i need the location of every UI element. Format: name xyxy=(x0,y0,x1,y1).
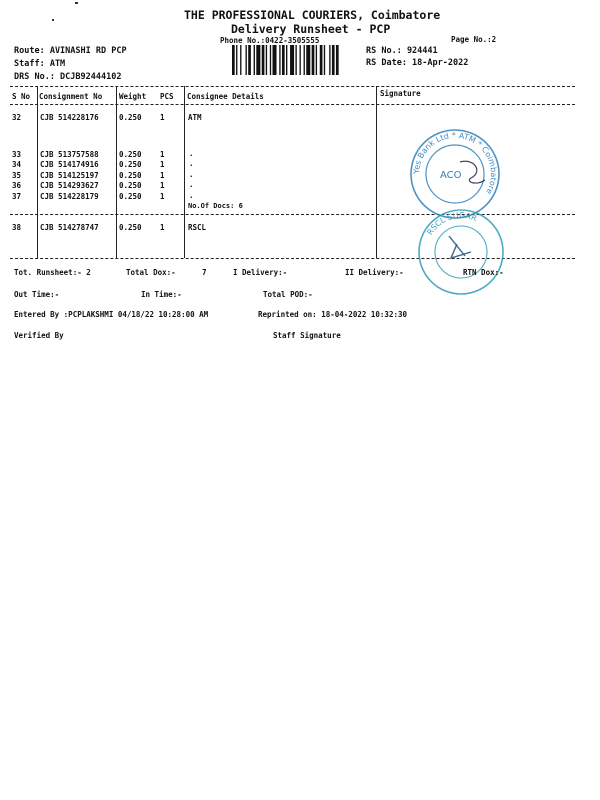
total-dox-value: 7 xyxy=(202,268,207,277)
row-34-pcs: 1 xyxy=(160,160,165,169)
barcode-bar xyxy=(304,45,305,75)
row-38-consignment: CJB 514278747 xyxy=(40,223,99,232)
barcode-bar xyxy=(279,45,280,75)
row-36-consignment: CJB 514293627 xyxy=(40,181,99,190)
col-line-3 xyxy=(184,86,185,258)
barcode-bar xyxy=(286,45,287,75)
row-37-pcs: 1 xyxy=(160,192,165,201)
row-35-weight: 0.250 xyxy=(119,171,142,180)
barcode xyxy=(232,45,372,75)
row-37-weight: 0.250 xyxy=(119,192,142,201)
barcode-bar xyxy=(300,45,301,75)
barcode-bar xyxy=(306,45,310,75)
row-35-consignment: CJB 514125197 xyxy=(40,171,99,180)
staff: Staff: ATM xyxy=(14,59,66,69)
row-32-consignment: CJB 514228176 xyxy=(40,113,99,122)
col-line-4 xyxy=(376,86,377,258)
col-header-weight: Weight xyxy=(119,92,147,101)
row-38-sno: 38 xyxy=(12,223,22,232)
rtn-dox: RTN Dox:- xyxy=(463,268,504,277)
row-36-pcs: 1 xyxy=(160,181,165,190)
total-pod: Total POD:- xyxy=(263,290,313,299)
row-32-sno: 32 xyxy=(12,113,22,122)
i-delivery: I Delivery:- xyxy=(233,268,288,277)
row-33-pcs: 1 xyxy=(160,150,165,159)
barcode-bar xyxy=(332,45,335,75)
in-time: In Time:- xyxy=(141,290,182,299)
barcode-bar xyxy=(254,45,255,75)
svg-text:RSCL SUGAR xyxy=(425,211,478,237)
scan-speck xyxy=(52,19,54,21)
row-38-weight: 0.250 xyxy=(119,223,142,232)
rs-number: RS No.: 924441 xyxy=(366,46,438,56)
barcode-bar xyxy=(312,45,315,75)
barcode-bar xyxy=(324,45,325,75)
stamp1-ring-text: Yes Bank Ltd * ATM * Coimbatore xyxy=(411,130,499,196)
row-33-consignment: CJB 513757588 xyxy=(40,150,99,159)
row-32-pcs: 1 xyxy=(160,113,165,122)
col-header-consignment: Consignment No xyxy=(39,92,103,101)
row-37-consignee: . xyxy=(189,191,194,200)
barcode-bar xyxy=(266,45,267,75)
barcode-bar xyxy=(329,45,330,75)
row-38-pcs: 1 xyxy=(160,223,165,232)
barcode-bar xyxy=(246,45,247,75)
barcode-bar xyxy=(240,45,241,75)
no-of-docs: No.Of Docs: 6 xyxy=(188,202,243,210)
phone-number: Phone No.:0422-3505555 xyxy=(220,36,320,45)
out-time: Out Time:- xyxy=(14,290,60,299)
row-33-weight: 0.250 xyxy=(119,150,142,159)
barcode-bar xyxy=(270,45,271,75)
total-runsheet: Tot. Runsheet:- 2 xyxy=(14,268,91,277)
barcode-bar xyxy=(295,45,296,75)
scan-speck xyxy=(75,2,78,4)
row-34-consignee: . xyxy=(189,159,194,168)
row-37-sno: 37 xyxy=(12,192,22,201)
barcode-bar xyxy=(236,45,237,75)
row-35-consignee: . xyxy=(189,170,194,179)
page-number: Page No.:2 xyxy=(451,35,497,44)
col-header-pcs: PCS xyxy=(160,92,174,101)
row-36-weight: 0.250 xyxy=(119,181,142,190)
row-36-consignee: . xyxy=(189,180,194,189)
row-34-consignment: CJB 514174916 xyxy=(40,160,99,169)
col-header-sno: S No xyxy=(12,92,31,101)
stamp2-signature xyxy=(449,236,471,258)
col-line-2 xyxy=(116,86,117,258)
row-35-pcs: 1 xyxy=(160,171,165,180)
row-35-sno: 35 xyxy=(12,171,22,180)
entered-by: Entered By :PCPLAKSHMI 04/18/22 10:28:00 AM xyxy=(14,310,209,319)
col-header-signature: Signature xyxy=(380,89,421,98)
row-32-consignee: ATM xyxy=(188,113,202,122)
rs-date: RS Date: 18-Apr-2022 xyxy=(366,58,469,68)
rscl-stamp xyxy=(413,206,509,298)
runsheet-title: Delivery Runsheet - PCP xyxy=(231,22,391,36)
svg-text:Yes Bank Ltd * ATM * Coimbator xyxy=(412,131,498,196)
barcode-bar xyxy=(316,45,317,75)
col-line-1 xyxy=(37,86,38,258)
row-33-consignee: . xyxy=(189,149,194,158)
total-dox-label: Total Dox:- xyxy=(126,268,176,277)
table-top-rule xyxy=(10,86,575,87)
row-32-weight: 0.250 xyxy=(119,113,142,122)
barcode-bar xyxy=(262,45,265,75)
stamp2-ring-text: RSCL SUGAR xyxy=(425,210,479,237)
reprinted-on: Reprinted on: 18-04-2022 10:32:30 xyxy=(258,310,408,319)
staff-signature: Staff Signature xyxy=(273,331,341,340)
row-37-consignment: CJB 514228179 xyxy=(40,192,99,201)
row-33-sno: 33 xyxy=(12,150,22,159)
barcode-bar xyxy=(273,45,277,75)
barcode-bar xyxy=(290,45,294,75)
barcode-bar xyxy=(232,45,235,75)
stamp1-center-text: ACO xyxy=(440,170,462,181)
ii-delivery: II Delivery:- xyxy=(345,268,404,277)
barcode-bar xyxy=(256,45,260,75)
barcode-bar xyxy=(336,45,339,75)
route: Route: AVINASHI RD PCP xyxy=(14,46,127,56)
row-34-sno: 34 xyxy=(12,160,22,169)
handwritten-signature xyxy=(460,161,485,183)
row-36-sno: 36 xyxy=(12,181,22,190)
barcode-bar xyxy=(282,45,285,75)
header-bottom-rule xyxy=(10,104,575,105)
col-header-consignee: Consignee Details xyxy=(187,92,264,101)
verified-by: Verified By xyxy=(14,331,64,340)
row-34-weight: 0.250 xyxy=(119,160,142,169)
row-38-consignee: RSCL xyxy=(188,223,207,232)
barcode-bar xyxy=(248,45,251,75)
company-name: THE PROFESSIONAL COURIERS, Coimbatore xyxy=(184,8,441,22)
drs-number: DRS No.: DCJB92444102 xyxy=(14,72,122,82)
barcode-bar xyxy=(320,45,323,75)
